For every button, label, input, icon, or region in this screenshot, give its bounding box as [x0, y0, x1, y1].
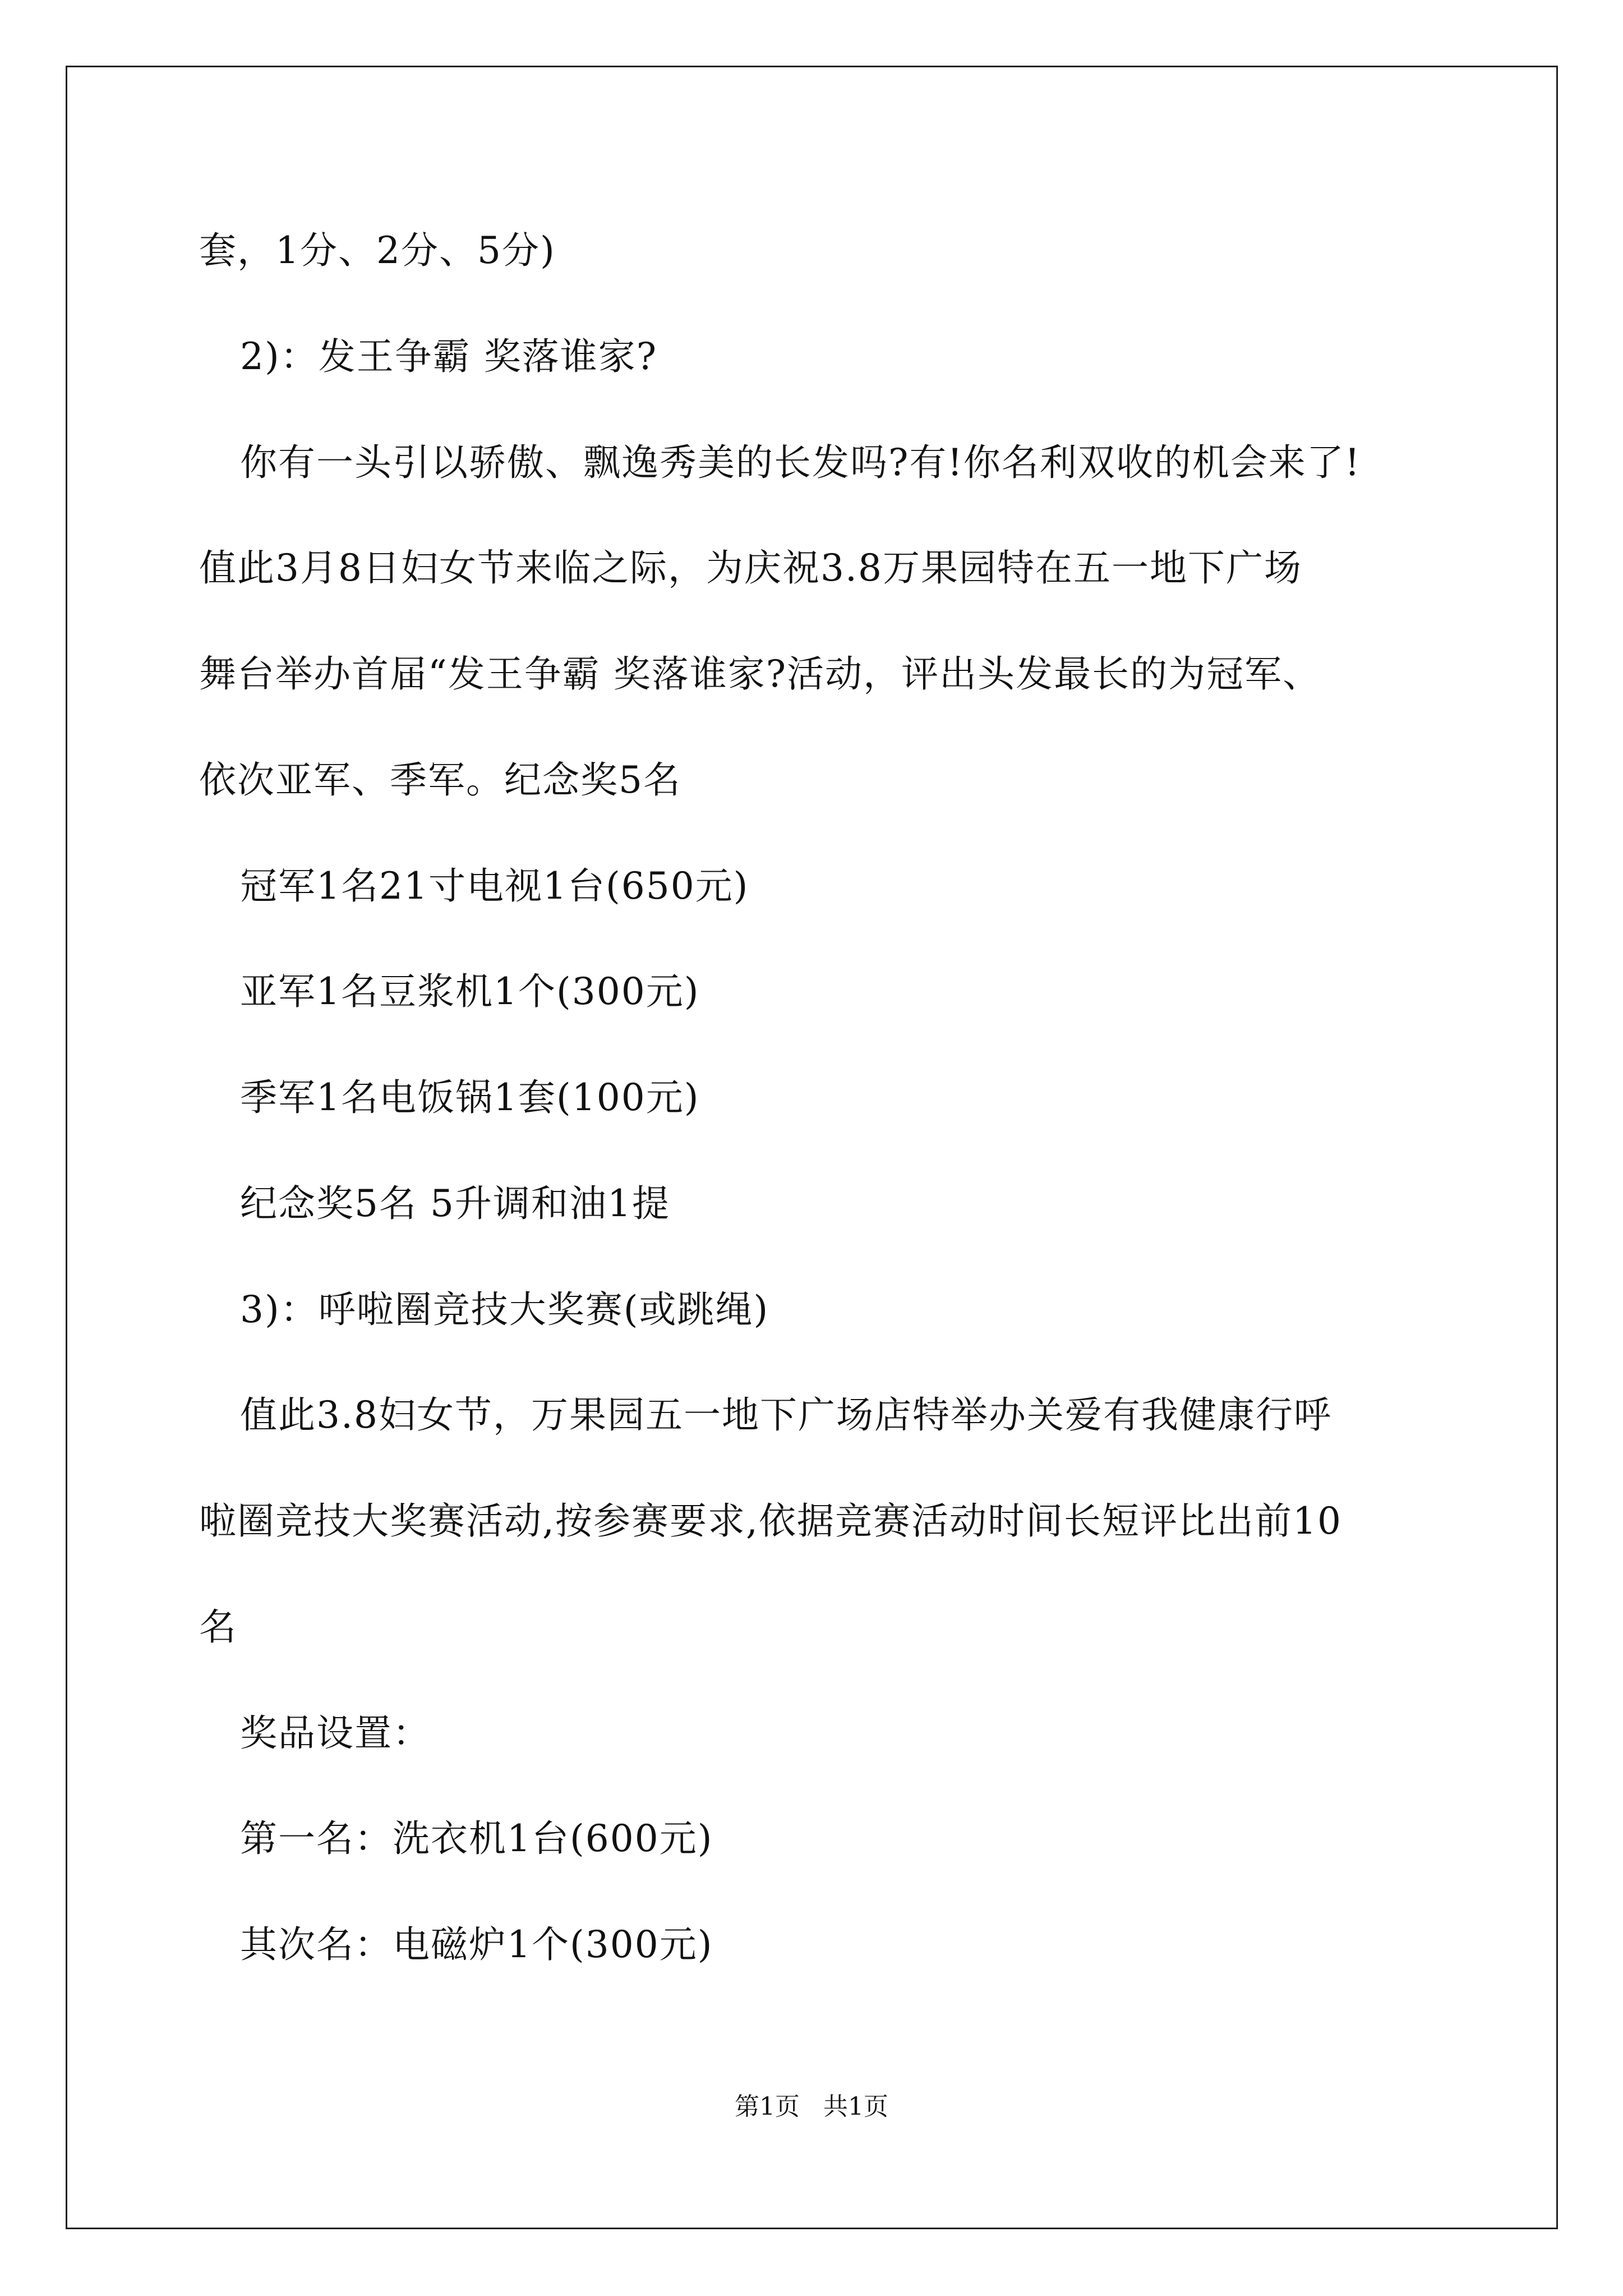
- prize-line: 亚军1名豆浆机1个(300元): [240, 970, 700, 1013]
- prize-line: 纪念奖5名 5升调和油1提: [240, 1182, 670, 1225]
- page-footer: 第1页 共1页: [735, 2092, 888, 2121]
- text-line: 依次亚军、季军。纪念奖5名: [199, 758, 681, 802]
- text-line: 你有一头引以骄傲、飘逸秀美的长发吗?有!你名利双收的机会来了!: [240, 441, 1361, 484]
- text-line: 值此3.8妇女节，万果园五一地下广场店特举办关爱有我健康行呼: [240, 1393, 1332, 1437]
- prize-line: 季军1名电饭锅1套(100元): [240, 1076, 700, 1119]
- text-line: 奖品设置：: [240, 1711, 431, 1755]
- text-line: 舞台举办首届“发王争霸 奖落谁家?活动，评出头发最长的为冠军、: [199, 652, 1321, 696]
- text-line: 啦圈竞技大奖赛活动,按参赛要求,依据竞赛活动时间长短评比出前10: [199, 1499, 1342, 1543]
- section-heading: 2)：发王争霸 奖落谁家?: [240, 335, 658, 378]
- text-line: 名: [199, 1605, 237, 1649]
- page-border: [66, 66, 1558, 2229]
- prize-line: 其次名：电磁炉1个(300元): [240, 1923, 713, 1966]
- text-line: 套，1分、2分、5分): [199, 229, 556, 272]
- text-line: 值此3月8日妇女节来临之际，为庆祝3.8万果园特在五一地下广场: [199, 546, 1302, 590]
- prize-line: 第一名：洗衣机1台(600元): [240, 1817, 713, 1860]
- section-heading: 3)：呼啦圈竞技大奖赛(或跳绳): [240, 1288, 769, 1331]
- prize-line: 冠军1名21寸电视1台(650元): [240, 864, 749, 908]
